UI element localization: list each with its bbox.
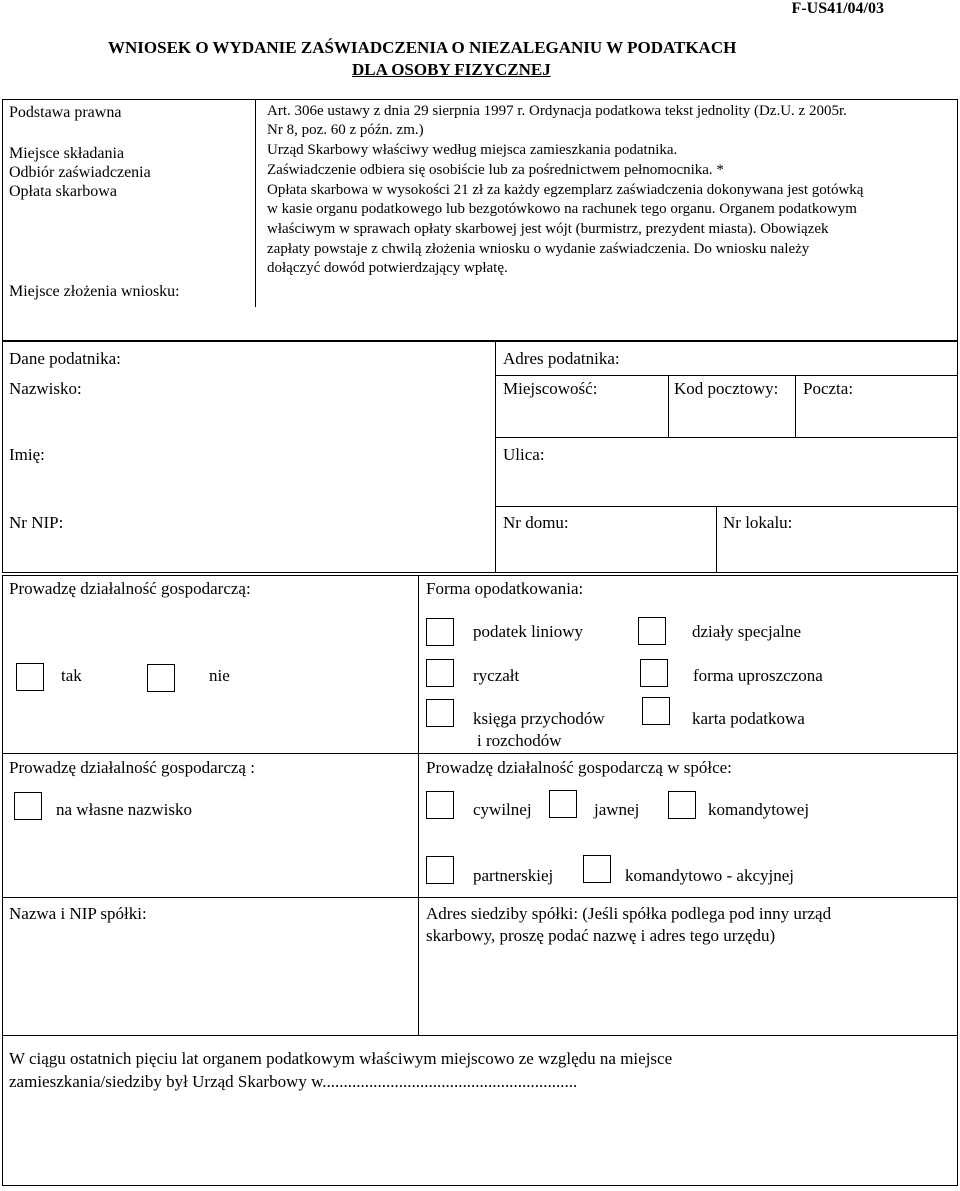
info-line: właściwym w sprawach opłaty skarbowej jest wójt (burmistrz, prezydent miasta). Obowiązek bbox=[267, 221, 829, 237]
label-ledger-line1: księga przychodów bbox=[473, 709, 605, 728]
label-post-office: Poczta: bbox=[803, 379, 854, 398]
postal-divider bbox=[795, 375, 796, 437]
business-row-line bbox=[2, 753, 958, 754]
label-taxation-header: Forma opodatkowania: bbox=[426, 579, 584, 598]
label-company-header: Prowadzę działalność gospodarczą w spółce: bbox=[426, 758, 732, 777]
label-limited-joint-stock: komandytowo - akcyjnej bbox=[625, 866, 795, 885]
label-taxpayer-data: Dane podatnika: bbox=[9, 349, 121, 368]
label-city: Miejscowość: bbox=[503, 379, 598, 398]
info-divider bbox=[255, 99, 256, 307]
nie-checkbox[interactable] bbox=[147, 664, 175, 692]
info-line: zapłaty powstaje z chwilą złożenia wniosku o wydanie zaświadczenia. Do wniosku należy bbox=[267, 241, 810, 257]
own-name-checkbox[interactable] bbox=[14, 792, 42, 820]
label-lump-sum: ryczałt bbox=[473, 666, 520, 685]
label-legal-basis: Podstawa prawna bbox=[9, 104, 122, 121]
label-house-no: Nr domu: bbox=[503, 513, 569, 532]
label-street: Ulica: bbox=[503, 445, 545, 464]
info-line: dołączyć dowód potwierdzający wpłatę. bbox=[267, 260, 508, 276]
info-section bbox=[2, 99, 958, 341]
partnership-checkbox[interactable] bbox=[426, 856, 454, 884]
label-company-address-line2: skarbowy, proszę podać nazwę i adres tego urzędu) bbox=[426, 926, 776, 945]
info-line: Opłata skarbowa w wysokości 21 zł za każdy egzemplarz zaświadczenia dokonywana jest gotówką bbox=[267, 182, 864, 198]
ledger-checkbox[interactable] bbox=[426, 699, 454, 727]
special-branches-checkbox[interactable] bbox=[638, 617, 666, 645]
label-limited: komandytowej bbox=[708, 800, 810, 819]
label-business-question2: Prowadzę działalność gospodarczą : bbox=[9, 758, 255, 777]
company-row-line bbox=[2, 897, 958, 898]
house-divider bbox=[716, 506, 717, 573]
form-subtitle: DLA OSOBY FIZYCZNEJ bbox=[352, 60, 551, 79]
simplified-checkbox[interactable] bbox=[640, 659, 668, 687]
form-title: WNIOSEK O WYDANIE ZAŚWIADCZENIA O NIEZALEGANIU W PODATKACH bbox=[108, 38, 737, 57]
label-no: nie bbox=[209, 666, 230, 685]
label-own-name: na własne nazwisko bbox=[56, 800, 192, 819]
label-tax-card: karta podatkowa bbox=[692, 709, 805, 728]
label-partnership: partnerskiej bbox=[473, 866, 554, 885]
label-company-name-nip: Nazwa i NIP spółki: bbox=[9, 904, 147, 923]
label-surname: Nazwisko: bbox=[9, 379, 82, 398]
label-flat-tax: podatek liniowy bbox=[473, 622, 584, 641]
label-ledger-line2: i rozchodów bbox=[477, 731, 562, 750]
lump-sum-checkbox[interactable] bbox=[426, 659, 454, 687]
form-code: F-US41/04/03 bbox=[791, 0, 884, 17]
city-row-line bbox=[495, 437, 958, 438]
tak-checkbox[interactable] bbox=[16, 663, 44, 691]
street-row-line bbox=[495, 506, 958, 507]
info-line: Art. 306e ustawy z dnia 29 sierpnia 1997 r. Ordynacja podatkowa tekst jednolity (Dz.U. z 2005r. bbox=[267, 103, 847, 119]
label-postal-code: Kod pocztowy: bbox=[674, 379, 779, 398]
label-yes: tak bbox=[61, 666, 82, 685]
tax-card-checkbox[interactable] bbox=[642, 697, 670, 725]
label-company-address-line1: Adres siedziby spółki: (Jeśli spółka podlega pod inny urząd bbox=[426, 904, 832, 923]
info-line: Urząd Skarbowy właściwy według miejsca zamieszkania podatnika. bbox=[267, 142, 678, 158]
label-collection: Odbiór zaświadczenia bbox=[9, 164, 151, 181]
label-apartment-no: Nr lokalu: bbox=[723, 513, 793, 532]
history-row-line bbox=[2, 1035, 958, 1036]
info-line: w kasie organu podatkowego lub bezgotówkowo na rachunek tego organu. Organem podatkowym bbox=[267, 201, 857, 217]
city-divider bbox=[668, 375, 669, 437]
flat-tax-checkbox[interactable] bbox=[426, 618, 454, 646]
address-divider bbox=[495, 375, 958, 376]
label-taxpayer-address: Adres podatnika: bbox=[503, 349, 620, 368]
label-general: jawnej bbox=[594, 800, 640, 819]
label-special-branches: działy specjalne bbox=[692, 622, 802, 641]
label-submission-place: Miejsce składania bbox=[9, 145, 125, 162]
info-line: Nr 8, poz. 60 z późn. zm.) bbox=[267, 122, 424, 138]
business-divider bbox=[418, 575, 419, 1035]
label-history-line1: W ciągu ostatnich pięciu lat organem podatkowym właściwym miejscowo ze względu na miejsce bbox=[9, 1049, 673, 1068]
label-simplified: forma uproszczona bbox=[693, 666, 823, 685]
label-nip: Nr NIP: bbox=[9, 513, 64, 532]
limited-joint-stock-checkbox[interactable] bbox=[583, 855, 611, 883]
general-checkbox[interactable] bbox=[549, 790, 577, 818]
label-filing-place: Miejsce złożenia wniosku: bbox=[9, 283, 180, 300]
label-business-question: Prowadzę działalność gospodarczą: bbox=[9, 579, 251, 598]
limited-checkbox[interactable] bbox=[668, 791, 696, 819]
label-civil: cywilnej bbox=[473, 800, 532, 819]
label-history-line2: zamieszkania/siedziby był Urząd Skarbowy w............................................................ bbox=[9, 1072, 578, 1091]
civil-checkbox[interactable] bbox=[426, 791, 454, 819]
label-stamp-fee: Opłata skarbowa bbox=[9, 183, 117, 200]
label-first-name: Imię: bbox=[9, 445, 45, 464]
info-line: Zaświadczenie odbiera się osobiście lub za pośrednictwem pełnomocnika. * bbox=[267, 162, 724, 178]
